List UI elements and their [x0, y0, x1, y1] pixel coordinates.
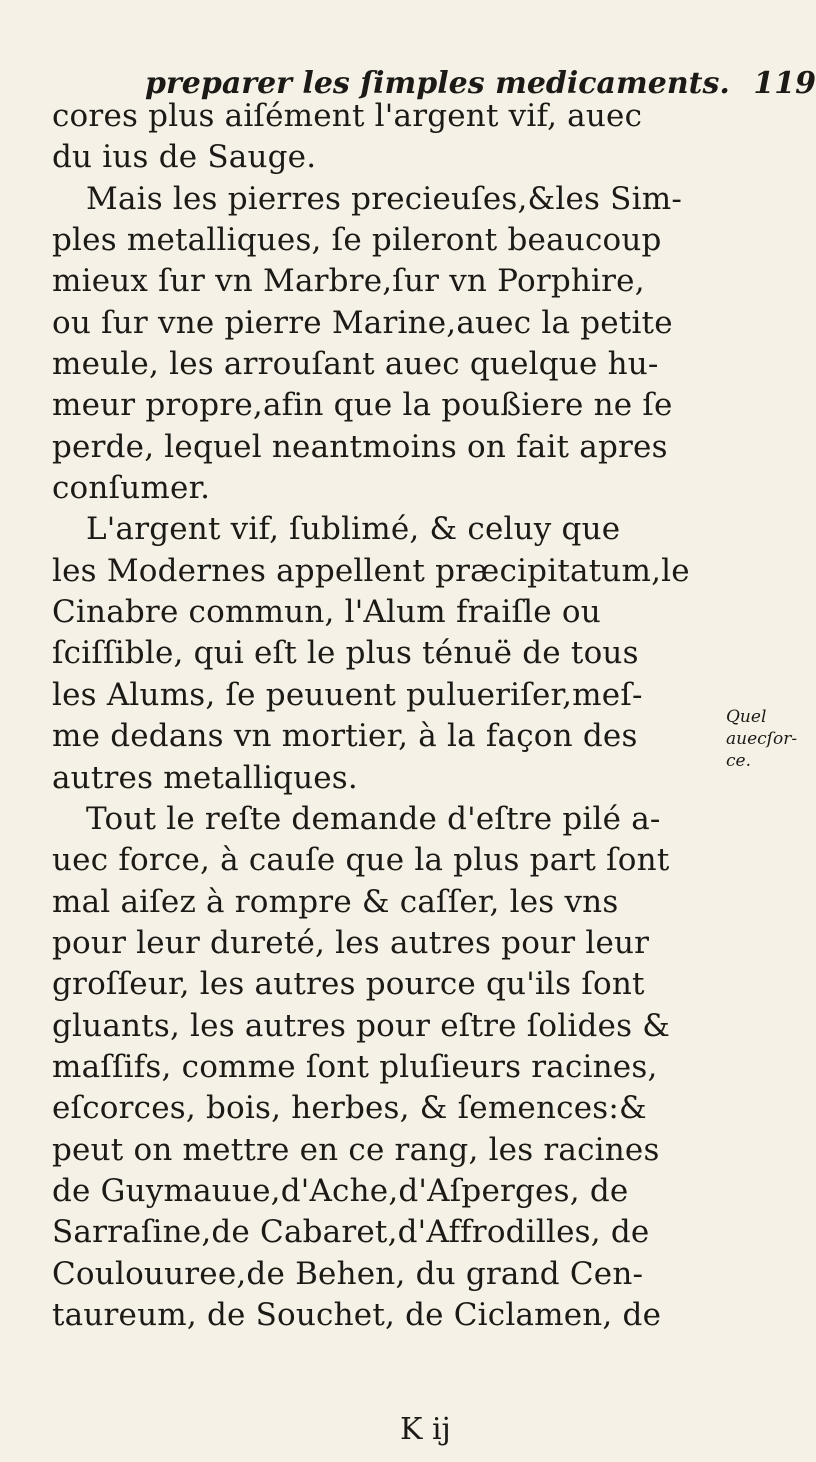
text-line: gluants, les autres pour eſtre ſolides &: [52, 1007, 671, 1044]
text-line: Tout le reſte demande d'eſtre pilé a-: [86, 800, 661, 837]
text-line: maſſifs, comme ſont pluſieurs racines,: [52, 1048, 658, 1085]
text-line: perde, lequel neantmoins on fait apres: [52, 428, 668, 465]
text-line: groſſeur, les autres pource qu'ils ſont: [52, 966, 645, 1003]
text-line: du ius de Sauge.: [52, 139, 317, 176]
margin-note-line: auecſor-: [726, 729, 798, 749]
text-line: L'argent vif, ſublimé, & celuy que: [86, 511, 621, 548]
margin-note-line: Quel: [726, 707, 767, 727]
text-line: me dedans vn mortier, à la façon des: [52, 718, 638, 755]
text-line: Sarraſine,de Cabaret,d'Affrodilles, de: [52, 1214, 650, 1251]
text-line: ples metalliques, ſe pileront beaucoup: [52, 222, 662, 259]
text-line: autres metalliques.: [52, 759, 358, 796]
text-line: pour leur dureté, les autres pour leur: [52, 924, 650, 961]
text-line: taureum, de Souchet, de Ciclamen, de: [52, 1296, 662, 1333]
text-line: Mais les pierres precieuſes,&les Sim-: [86, 180, 682, 217]
text-line: mal aiſez à rompre & caſſer, les vns: [52, 883, 619, 920]
text-line: Cinabre commun, l'Alum fraiſle ou: [52, 594, 601, 631]
running-title: preparer les ſimples medicaments.: [145, 66, 730, 101]
text-line: mieux ſur vn Marbre,ſur vn Porphire,: [52, 263, 645, 300]
text-line: les Modernes appellent præcipitatum,le: [52, 552, 690, 589]
text-line: les Alums, ſe peuuent pulueriſer,meſ-: [52, 676, 643, 713]
text-line: ou ſur vne pierre Marine,auec la petite: [52, 304, 673, 341]
text-line: eſcorces, bois, herbes, & ſemences:&: [52, 1090, 647, 1127]
margin-note-line: ce.: [726, 751, 751, 771]
signature-mark: K ij: [400, 1412, 451, 1447]
body-text: [52, 96, 692, 1336]
text-line: ſciſſible, qui eſt le plus ténuë de tous: [52, 635, 639, 672]
text-line: meur propre,afin que la poußiere ne ſe: [52, 387, 673, 424]
margin-note: [726, 706, 796, 772]
text-line: peut on mettre en ce rang, les racines: [52, 1131, 660, 1168]
text-line: Coulouuree,de Behen, du grand Cen-: [52, 1255, 644, 1292]
text-line: conſumer.: [52, 470, 211, 507]
page-number: 119: [753, 66, 816, 101]
text-line: cores plus aiſément l'argent vif, auec: [52, 98, 643, 134]
text-line: uec force, à cauſe que la plus part ſont: [52, 842, 670, 879]
text-line: de Guymauue,d'Ache,d'Aſperges, de: [52, 1172, 629, 1209]
text-line: meule, les arrouſant auec quelque hu-: [52, 346, 659, 383]
